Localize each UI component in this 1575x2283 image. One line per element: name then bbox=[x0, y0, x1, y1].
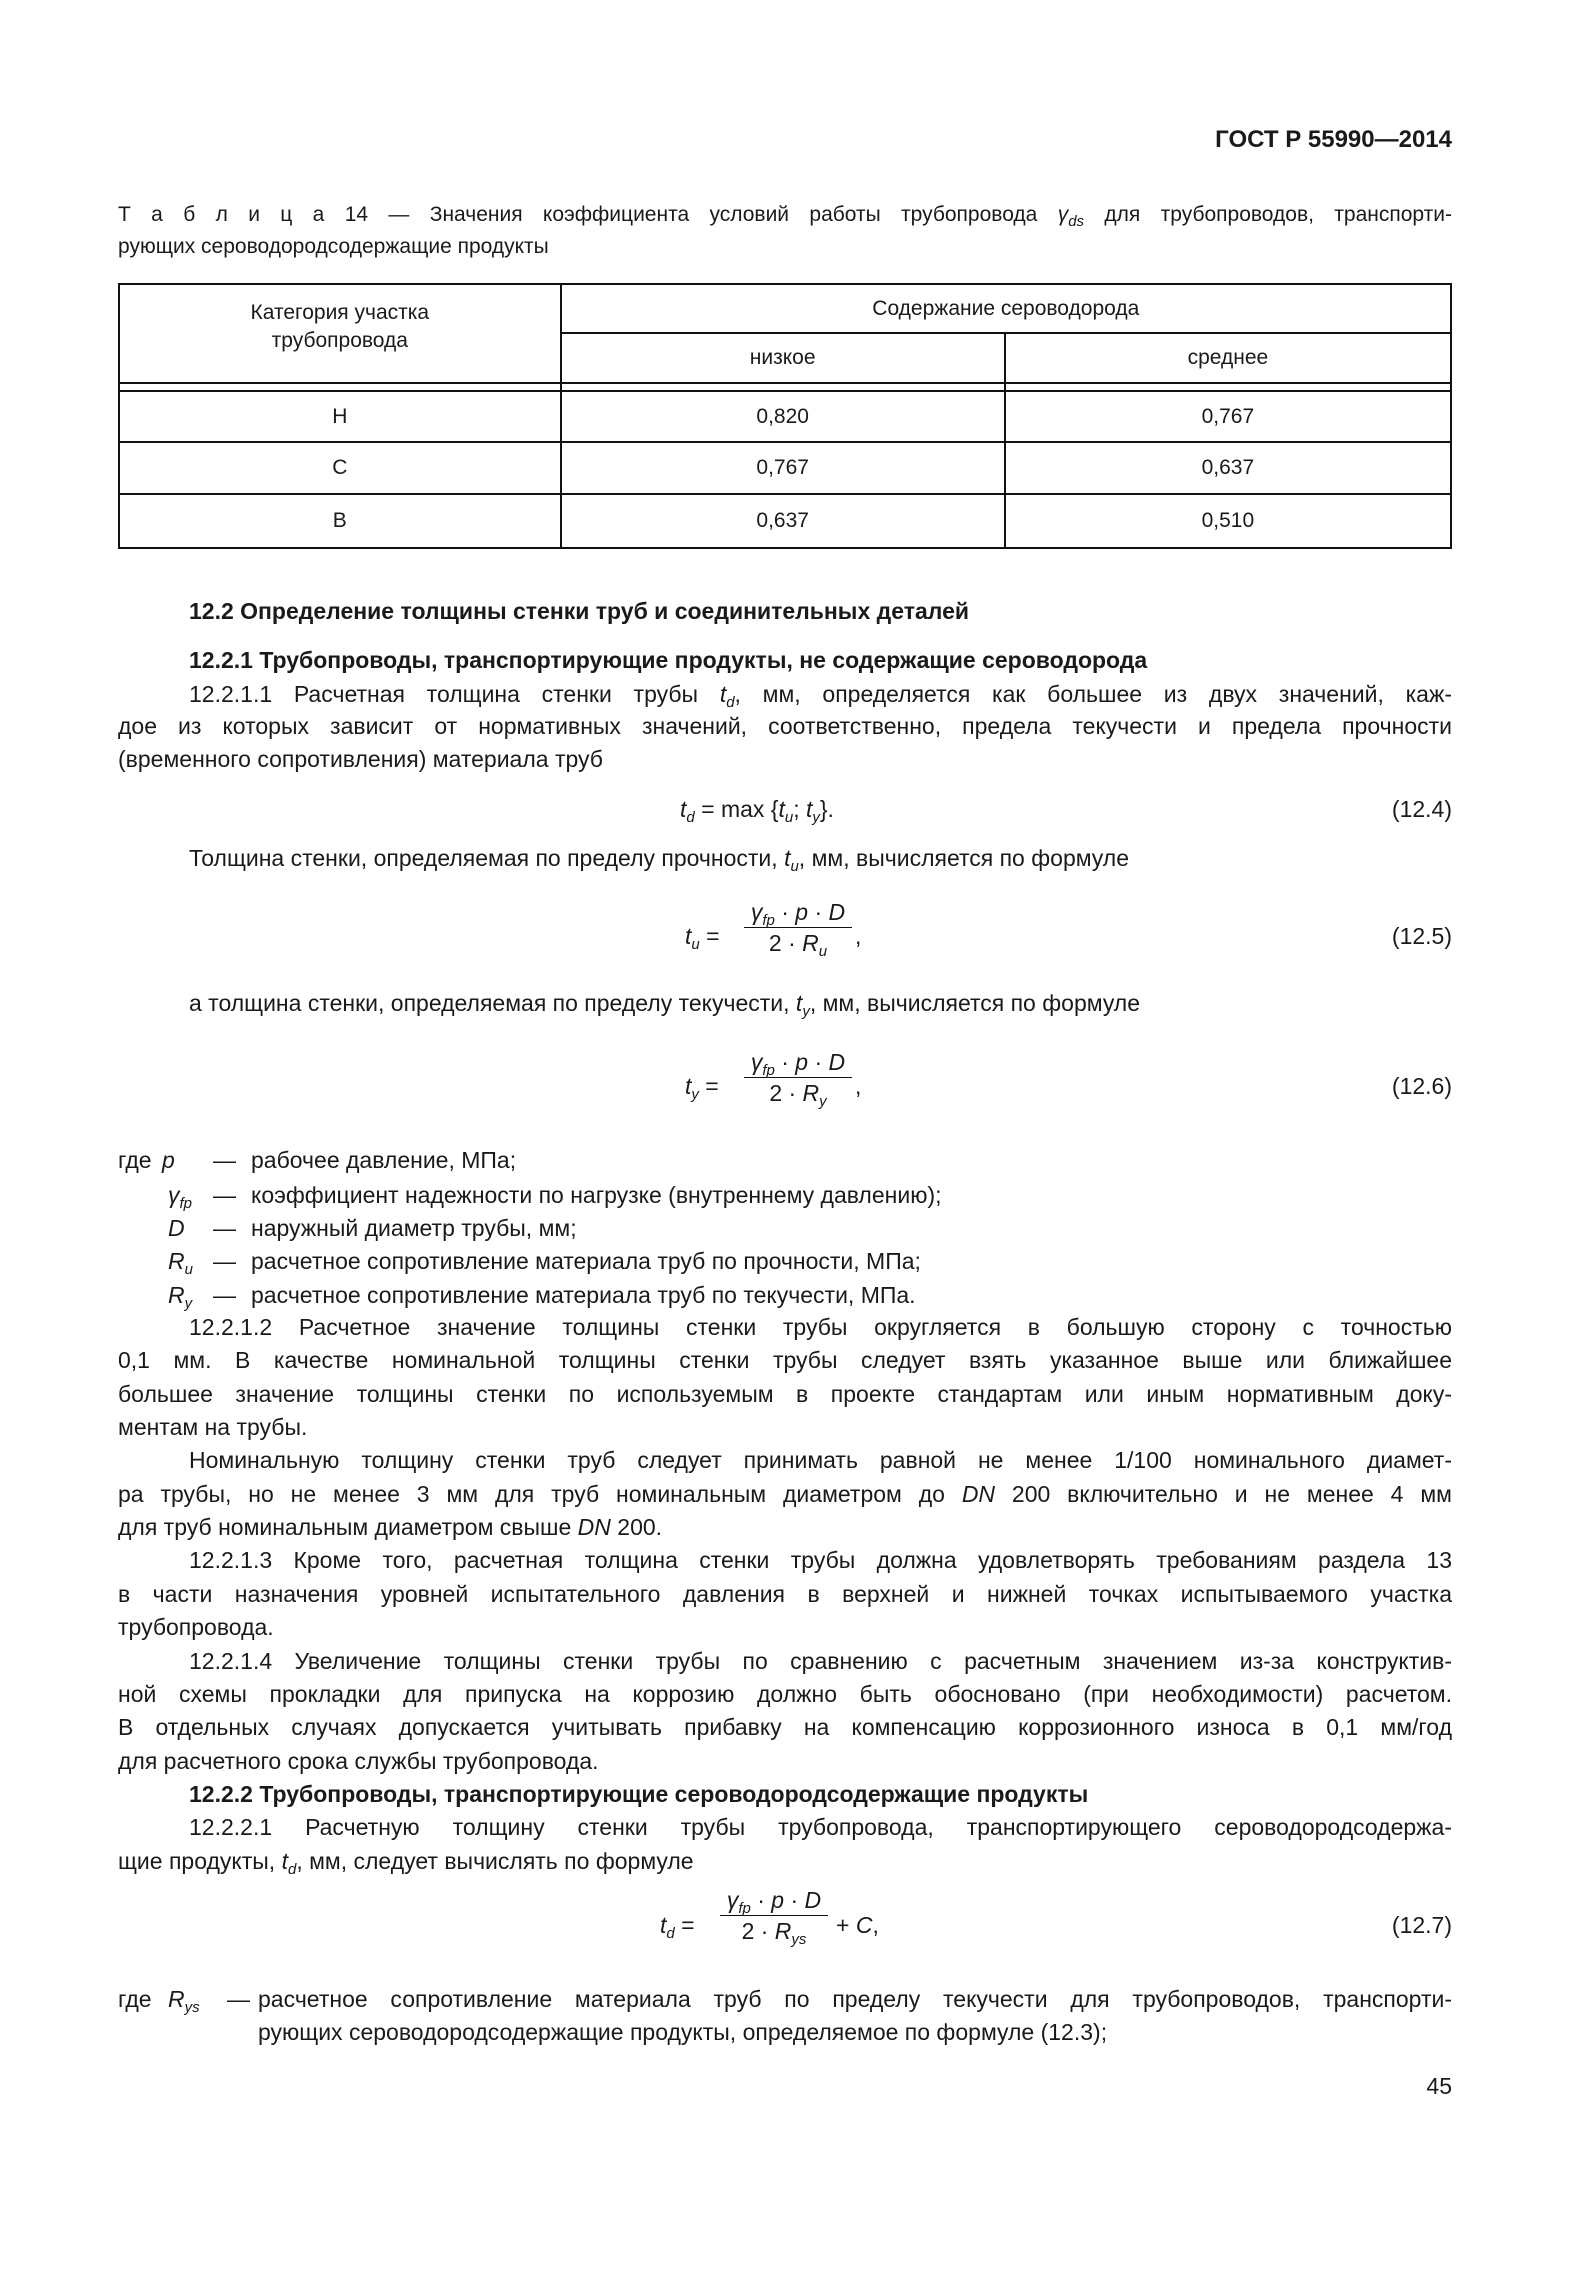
math-symbol: p bbox=[795, 899, 809, 925]
page-number: 45 bbox=[1426, 2073, 1452, 2099]
paragraph-line: 12.2.1.1 Расчетная толщина стенки трубы $t_d$, мм, определяется как большее из двух значений, каж- bbox=[189, 681, 1452, 708]
header-category: Категория участка трубопровода bbox=[119, 284, 561, 383]
formula-tail: , bbox=[855, 923, 862, 949]
math-symbol: DN bbox=[961, 1481, 996, 1507]
math-symbol: $\gamma_{fp}$ bbox=[726, 1887, 751, 1917]
math-symbol: $t_u$ bbox=[784, 845, 799, 875]
numerator: $\gamma_{fp} \cdot p \cdot D$ bbox=[750, 899, 846, 929]
symbol bbox=[168, 1247, 193, 1278]
math-symbol: $t_d$ bbox=[680, 796, 695, 826]
dash: — bbox=[213, 1215, 236, 1241]
math-symbol: $R_u$ bbox=[802, 930, 828, 960]
denominator: $2 \cdot R_u$ bbox=[768, 930, 828, 960]
table-row bbox=[119, 494, 1451, 548]
symbol bbox=[168, 1281, 193, 1312]
math-symbol: D bbox=[804, 1887, 822, 1913]
table-caption: Т а б л и ц а 14 — Значения коэффициента условий работы трубопровода $\gamma_{ds}$ для трубопроводов, транспорти- bbox=[118, 203, 1452, 229]
cell-low: 0,820 bbox=[561, 391, 1005, 442]
math-symbol: DN bbox=[577, 1514, 611, 1540]
where-label: где bbox=[118, 1986, 152, 2012]
paragraph-line: ной схемы прокладки для припуска на коррозию должно быть обосновано (при необходимости) расчетом. bbox=[118, 1681, 1452, 1707]
dash: — bbox=[213, 1147, 236, 1173]
math-symbol: C bbox=[855, 1912, 873, 1938]
cell-category: С bbox=[119, 442, 561, 494]
numerator: $\gamma_{fp} \cdot p \cdot D$ bbox=[726, 1887, 822, 1917]
table-row bbox=[119, 391, 1451, 442]
dash: — bbox=[213, 1182, 236, 1208]
paragraph-line: щие продукты, $t_d$, мм, следует вычислять по формуле bbox=[118, 1848, 694, 1878]
equation-number: (12.7) bbox=[1391, 1912, 1452, 1938]
paragraph-line: Толщина стенки, определяемая по пределу прочности, $t_u$, мм, вычисляется по формуле bbox=[189, 845, 1130, 875]
paragraph-line: для труб номинальным диаметром свыше DN 200. bbox=[118, 1514, 663, 1540]
denominator: $2 \cdot R_{ys}$ bbox=[741, 1918, 807, 1948]
definition: расчетное сопротивление материала труб по прочности, МПа; bbox=[251, 1248, 921, 1274]
math-symbol: $R_{ys}$ bbox=[168, 1986, 200, 2016]
dash: — bbox=[227, 1986, 250, 2012]
cell-category: В bbox=[119, 494, 561, 548]
section-heading-12-2-2: 12.2.2 Трубопроводы, транспортирующие сероводородсодержащие продукты bbox=[189, 1781, 1089, 1807]
cell-medium: 0,767 bbox=[1005, 391, 1451, 442]
denominator: $2 \cdot R_y$ bbox=[769, 1080, 827, 1110]
section-heading-12-2: 12.2 Определение толщины стенки труб и соединительных деталей bbox=[189, 598, 970, 624]
paragraph-line: Номинальную толщину стенки труб следует принимать равной не менее 1/100 номинального диамет- bbox=[189, 1447, 1452, 1473]
math-symbol: $t_y$ bbox=[685, 1073, 699, 1103]
equation-number: (12.5) bbox=[1391, 923, 1452, 949]
paragraph-line: (временного сопротивления) материала труб bbox=[118, 746, 603, 772]
formula-12-4: $t_d = \max \{t_u$; $t_y$}. bbox=[680, 796, 834, 826]
paragraph-line: большее значение толщины стенки по используемым в проекте стандартам или иным нормативным доку- bbox=[118, 1381, 1452, 1407]
section-heading-12-2-1: 12.2.1 Трубопроводы, транспортирующие продукты, не содержащие сероводорода bbox=[189, 647, 1148, 673]
paragraph-line: ра трубы, но не менее 3 мм для труб номинальным диаметром до DN 200 включительно и не менее 4 мм bbox=[118, 1481, 1452, 1507]
definition: расчетное сопротивление материала труб по текучести, МПа. bbox=[251, 1282, 916, 1308]
math-symbol: p bbox=[795, 1049, 809, 1075]
math-symbol: $\gamma_{fp}$ bbox=[168, 1182, 193, 1212]
symbol bbox=[168, 1214, 185, 1242]
paragraph-line: 12.2.1.4 Увеличение толщины стенки трубы по сравнению с расчетным значением из-за конструктив- bbox=[189, 1648, 1452, 1674]
definition: рабочее давление, МПа; bbox=[251, 1147, 517, 1173]
formula-lhs: $t_d$ = bbox=[660, 1912, 695, 1942]
document-id: ГОСТ Р 55990—2014 bbox=[1215, 126, 1452, 153]
math-symbol: $R_u$ bbox=[168, 1248, 193, 1278]
paragraph-line: в части назначения уровней испытательного давления в верхней и нижней точках испытываемого участка bbox=[118, 1581, 1452, 1607]
math-symbol: p bbox=[771, 1887, 785, 1913]
paragraph-line: а толщина стенки, определяемая по пределу текучести, $t_y$, мм, вычисляется по формуле bbox=[189, 990, 1141, 1020]
formula-12-5-fraction bbox=[744, 897, 852, 958]
symbol bbox=[162, 1146, 175, 1174]
paragraph-line: 12.2.1.2 Расчетное значение толщины стенки трубы округляется в большую сторону с точностью bbox=[189, 1314, 1452, 1340]
paragraph-line: ментам на трубы. bbox=[118, 1414, 308, 1440]
math-symbol: $R_y$ bbox=[802, 1080, 827, 1110]
coefficient-table bbox=[118, 283, 1452, 549]
formula-12-6-fraction bbox=[744, 1047, 852, 1108]
math-symbol: p bbox=[162, 1147, 175, 1173]
paragraph-line: 0,1 мм. В качестве номинальной толщины стенки трубы следует взять указанное выше или ближайшее bbox=[118, 1347, 1452, 1373]
paragraph-line: дое из которых зависит от нормативных значений, соответственно, предела текучести и предела прочности bbox=[118, 713, 1452, 739]
math-symbol: D bbox=[828, 1049, 846, 1075]
math-symbol: $t_d$ bbox=[660, 1912, 675, 1942]
math-symbol: $t_y$ bbox=[805, 796, 820, 826]
table-row bbox=[119, 442, 1451, 494]
paragraph-line: 12.2.1.3 Кроме того, расчетная толщина стенки трубы должна удовлетворять требованиям раздела 13 bbox=[189, 1547, 1452, 1573]
math-symbol: $t_y$ bbox=[795, 990, 810, 1020]
math-symbol: $t_u$ bbox=[778, 796, 794, 826]
definition: рующих сероводородсодержащие продукты, определяемое по формуле (12.3); bbox=[258, 2019, 1108, 2045]
definition: наружный диаметр трубы, мм; bbox=[251, 1215, 577, 1241]
math-symbol: $t_d$ bbox=[719, 681, 735, 708]
paragraph-line: для расчетного срока службы трубопровода. bbox=[118, 1748, 599, 1774]
cell-category: Н bbox=[119, 391, 561, 442]
formula-lhs: $t_u$ = bbox=[685, 923, 720, 953]
math-symbol: $\gamma_{fp}$ bbox=[750, 899, 775, 929]
math-symbol: $t_u$ bbox=[685, 923, 700, 953]
paragraph-line: 12.2.2.1 Расчетную толщину стенки трубы трубопровода, транспортирующего сероводородсодержа- bbox=[189, 1814, 1452, 1840]
math-symbol: D bbox=[828, 899, 846, 925]
cell-low: 0,637 bbox=[561, 494, 1005, 548]
paragraph-line: В отдельных случаях допускается учитывать прибавку на компенсацию коррозионного износа в 0,1 мм/год bbox=[118, 1714, 1452, 1740]
math-symbol: D bbox=[168, 1215, 185, 1241]
formula-12-7-fraction bbox=[720, 1885, 828, 1946]
formula-lhs: $t_y$ = bbox=[685, 1073, 719, 1103]
math-symbol: $t_d$ bbox=[281, 1848, 297, 1878]
table-caption-cont: рующих сероводородсодержащие продукты bbox=[118, 235, 549, 258]
math-symbol: $\gamma_{ds}$ bbox=[1057, 203, 1085, 229]
numerator: $\gamma_{fp} \cdot p \cdot D$ bbox=[750, 1049, 846, 1079]
paragraph-line: трубопровода. bbox=[118, 1614, 274, 1640]
cell-medium: 0,510 bbox=[1005, 494, 1451, 548]
definition: расчетное сопротивление материала труб по пределу текучести для трубопроводов, транспорти- bbox=[258, 1986, 1452, 2012]
cell-low: 0,767 bbox=[561, 442, 1005, 494]
header-medium: среднее bbox=[1005, 333, 1451, 383]
definition: коэффициент надежности по нагрузке (внутреннему давлению); bbox=[251, 1182, 942, 1208]
formula-tail: + C, bbox=[836, 1912, 879, 1938]
cell-medium: 0,637 bbox=[1005, 442, 1451, 494]
equation-number: (12.6) bbox=[1391, 1073, 1452, 1099]
dash: — bbox=[213, 1248, 236, 1274]
dash: — bbox=[213, 1282, 236, 1308]
header-h2s-content: Содержание сероводорода bbox=[561, 284, 1451, 333]
formula-tail: , bbox=[855, 1073, 862, 1099]
math-symbol: $R_{ys}$ bbox=[774, 1918, 807, 1948]
where-label: где bbox=[118, 1147, 152, 1173]
symbol bbox=[168, 1985, 200, 2016]
equation-number: (12.4) bbox=[1391, 796, 1452, 822]
header-low: низкое bbox=[561, 333, 1005, 383]
symbol bbox=[168, 1181, 193, 1212]
math-symbol: $R_y$ bbox=[168, 1282, 193, 1312]
math-symbol: $\gamma_{fp}$ bbox=[750, 1049, 775, 1079]
